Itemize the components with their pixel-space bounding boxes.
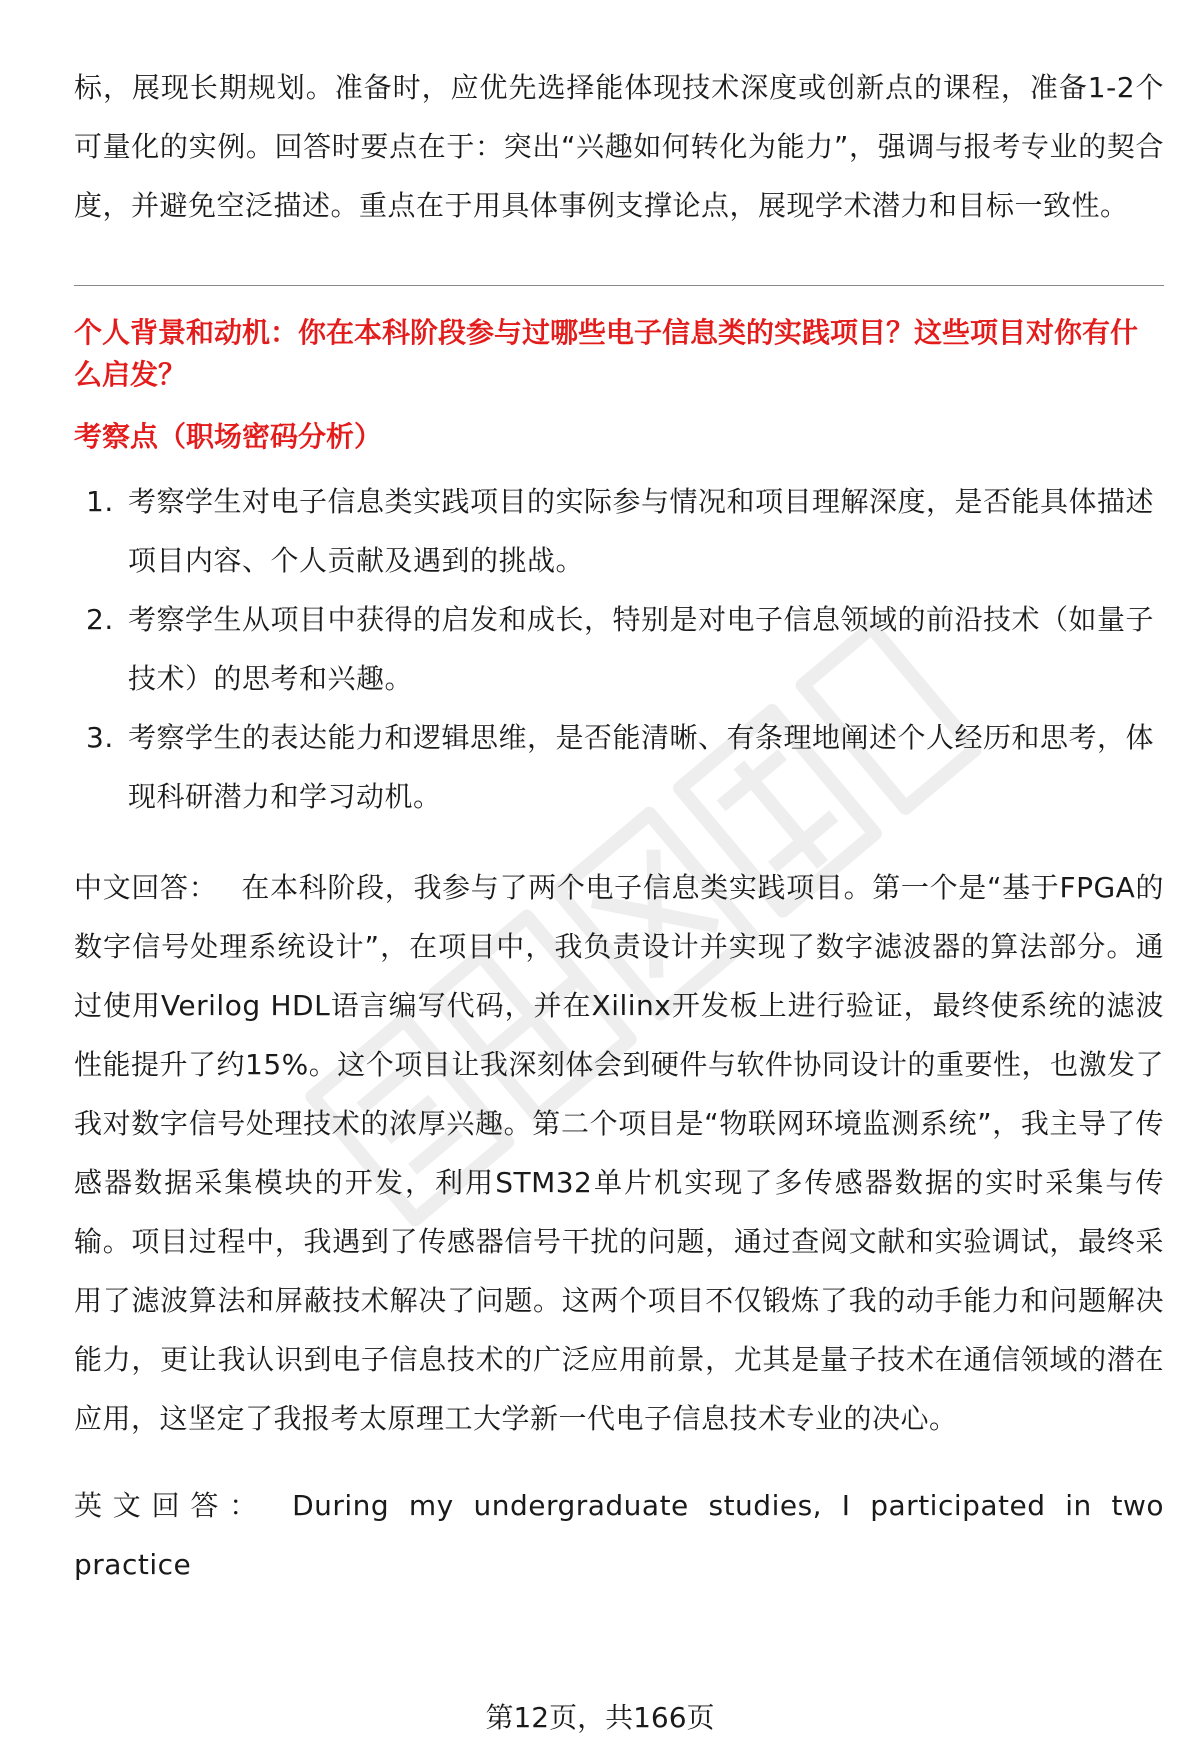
assessment-point: [74, 708, 1164, 826]
document-page: [74, 58, 1164, 1594]
english-answer-text: During my undergraduate studies, I participated in two practice: [74, 1489, 1164, 1581]
interview-question: 个人背景和动机：你在本科阶段参与过哪些电子信息类的实践项目？这些项目对你有什么启发？: [74, 316, 1139, 391]
chinese-answer-text: 在本科阶段，我参与了两个电子信息类实践项目。第一个是“基于FPGA的数字信号处理系统设计”，在项目中，我负责设计并实现了数字滤波器的算法部分。通过使用Verilog HDL语言编写代码，并在Xilinx开发板上进行验证，最终使系统的滤波性能提升了约15%。这个项目让我深刻体会到硬件与软件协同设计的重要性，也激发了我对数字信号处理技术的浓厚兴趣。第二个项目是“物联网环境监测系统”，我主导了传感器数据采集模块的开发，利用STM32单片机实现了多传感器数据的实时采集与传输。项目过程中，我遇到了传感器信号干扰的问题，通过查阅文献和实验调试，最终采用了滤波算法和屏蔽技术解决了问题。这两个项目不仅锻炼了我的动手能力和问题解决能力，更让我认识到电子信息技术的广泛应用前景，尤其是量子技术在通信领域的潜在应用，这坚定了我报考太原理工大学新一代电子信息技术专业的决心。: [74, 871, 1164, 1435]
page-footer: 第12页，共166页: [485, 1701, 715, 1734]
chinese-answer-label: 中文回答：: [74, 871, 218, 904]
chinese-answer: [74, 858, 1164, 1448]
point-number: 3.: [86, 721, 114, 754]
english-answer-label: 英文回答：: [74, 1489, 269, 1522]
assessment-heading: 考察点（职场密码分析）: [74, 420, 383, 453]
assessment-points-list: [74, 472, 1164, 826]
point-text: 考察学生的表达能力和逻辑思维，是否能清晰、有条理地阐述个人经历和思考，体现科研潜力和学习动机。: [128, 721, 1155, 813]
intro-paragraph: 标，展现长期规划。准备时，应优先选择能体现技术深度或创新点的课程，准备1-2个可量化的实例。回答时要点在于：突出“兴趣如何转化为能力”，强调与报考专业的契合度，并避免空泛描述。重点在于用具体事例支撑论点，展现学术潜力和目标一致性。: [74, 71, 1164, 222]
section-divider: [74, 285, 1164, 286]
point-number: 2.: [86, 603, 114, 636]
point-text: 考察学生从项目中获得的启发和成长，特别是对电子信息领域的前沿技术（如量子技术）的思考和兴趣。: [128, 603, 1155, 695]
point-number: 1.: [86, 485, 114, 518]
assessment-point: [74, 472, 1164, 590]
point-text: 考察学生对电子信息类实践项目的实际参与情况和项目理解深度，是否能具体描述项目内容、个人贡献及遇到的挑战。: [128, 485, 1155, 577]
assessment-point: [74, 590, 1164, 708]
english-answer: [74, 1476, 1164, 1594]
